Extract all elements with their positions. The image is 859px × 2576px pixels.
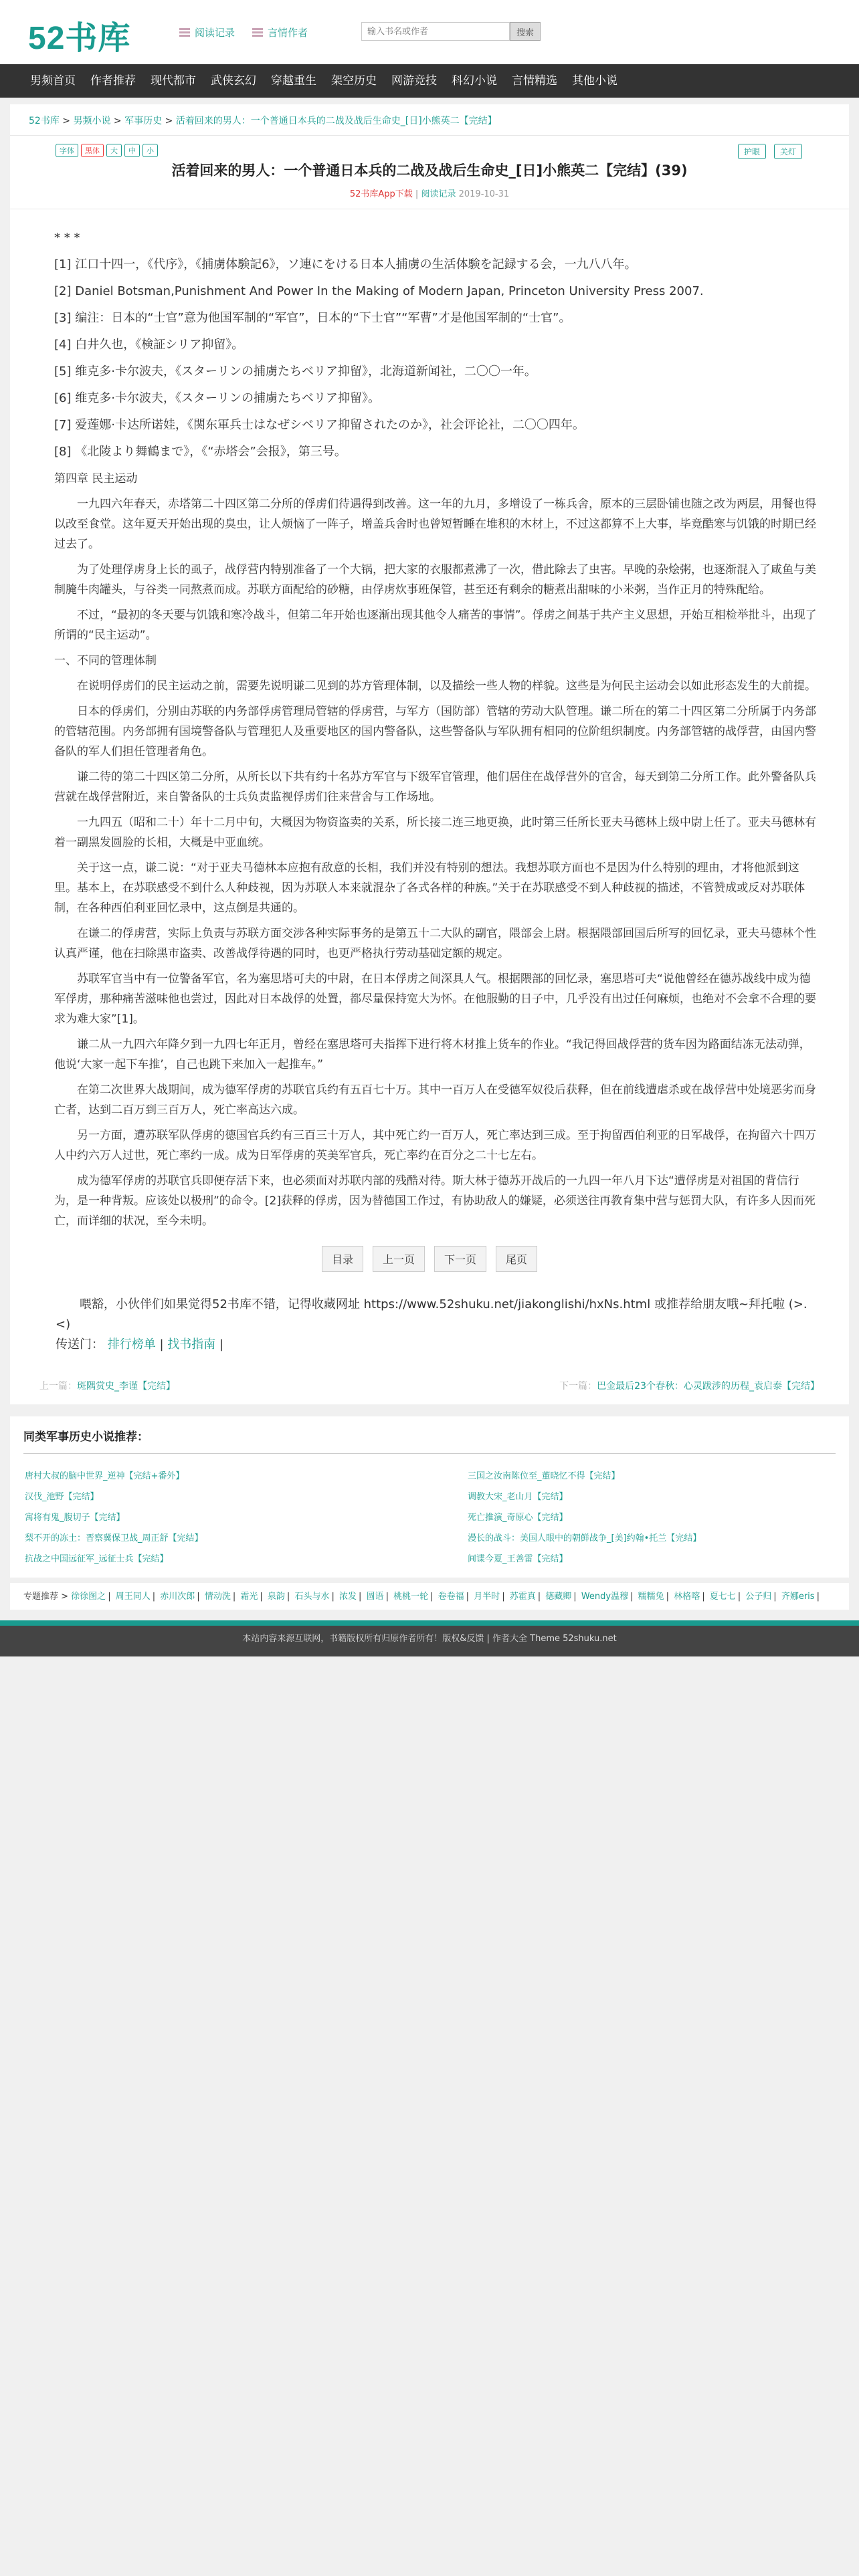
topic-sep: | (108, 1592, 111, 1602)
content-paragraph: 一九四六年春天，赤塔第二十四区第二分所的俘虏们待遇得到改善。这一年的九月，多增设了一栋兵舍，原本的三层卧铺也随之改为两层，用餐也得以改至食堂。这年夏天开始出现的臭虫，让人烦恼了一阵子，增盖兵舍时也曾短暂睡在堆积的木材上，不过这都算不上大事，毕竟酷寒与饥饿的时期已经过去了。 (54, 498, 816, 551)
nav-item[interactable]: 科幻小说 (452, 74, 497, 88)
portal-sep: | (159, 1337, 164, 1352)
eye-care-button[interactable]: 护眼 (738, 144, 766, 159)
nav-item[interactable]: 作者推荐 (90, 74, 136, 88)
topic-link[interactable]: 徐徐图之 (71, 1592, 106, 1602)
similar-book-link[interactable]: 漫长的战斗：美国人眼中的朝鲜战争_[美]约翰•托兰【完结】 (468, 1533, 702, 1543)
font-small-button[interactable]: 小 (142, 144, 158, 157)
prev-label: 上一篇： (39, 1381, 77, 1392)
romance-authors-label: 言情作者 (268, 27, 308, 39)
topic-sep: | (385, 1592, 389, 1602)
content-paragraph: 在谦二的俘虏营，实际上负责与苏联方面交涉各种实际事务的是第五十二大队的副官，隈部会上尉。根据隈部回国后所写的回忆录，亚夫马德林个性认真严谨，他在扫除黑市盗卖、改善战俘待遇的同时，也更严格执行劳动基础定额的规定。 (54, 927, 816, 960)
prev-page-button[interactable]: 上一页 (373, 1246, 425, 1272)
prev-next-articles (23, 1355, 836, 1392)
meta-sep: | (415, 189, 419, 199)
chapter-content (23, 209, 836, 1231)
topic-sep: | (573, 1592, 577, 1602)
topic-label: 专题推荐 > (23, 1592, 69, 1602)
guide-link[interactable]: 找书指南 (167, 1337, 216, 1352)
content-paragraph: 在第二次世界大战期间，成为德军俘虏的苏联官兵约有五百七十万。其中一百万人在受德军奴役后获释，但在前线遭虐杀或在战俘营中处境恶劣而身亡者，达到二百万到三百万人，死亡率高达六成。 (54, 1083, 816, 1117)
topic-link[interactable]: 赤川次郎 (160, 1592, 195, 1602)
similar-book-link[interactable]: 调教大宋_老山月【完结】 (468, 1492, 568, 1502)
similar-book-link[interactable]: 抗战之中国远征军_远征士兵【完结】 (25, 1554, 169, 1564)
prev-article-link[interactable]: 斑隅赏史_李谨【完结】 (77, 1381, 175, 1392)
last-page-button[interactable]: 尾页 (496, 1246, 537, 1272)
breadcrumb-sep: > (62, 116, 71, 126)
next-article (559, 1379, 820, 1392)
reader-tools (23, 136, 836, 165)
next-label: 下一篇： (559, 1381, 597, 1392)
topic-link[interactable]: 林格喀 (674, 1592, 700, 1602)
topic-link[interactable]: 情动洗 (204, 1592, 231, 1602)
topic-link[interactable]: 卷卷福 (438, 1592, 464, 1602)
content-paragraph: [7] 爱莲娜·卡达所诺娃，《関东軍兵士はなぜシベリア抑留されたのか》，社会评论社，二〇〇四年。 (54, 418, 585, 432)
similar-grid (23, 1469, 836, 1564)
nav-item[interactable]: 架空历史 (331, 74, 377, 88)
topic-sep: | (260, 1592, 263, 1602)
content-paragraph: * * * (54, 231, 80, 245)
list-icon (252, 28, 263, 37)
ranking-link[interactable]: 排行榜单 (107, 1337, 156, 1352)
nav-item[interactable]: 武侠玄幻 (211, 74, 256, 88)
topic-link[interactable]: 霜光 (240, 1592, 258, 1602)
topic-sep: | (537, 1592, 541, 1602)
topic-link[interactable]: 桃桃一轮 (393, 1592, 429, 1602)
similar-books (10, 1416, 849, 1578)
next-page-button[interactable]: 下一页 (434, 1246, 486, 1272)
content-paragraph: 一九四五（昭和二十）年十二月中旬，大概因为物资盗卖的关系，所长接二连三地更换，此时第三任所长亚夫马德林上级中尉上任了。亚夫马德林有着一副黑发圆脸的长相，大概是中亚血统。 (54, 816, 816, 849)
next-article-link[interactable]: 巴金最后23个春秋：心灵跋涉的历程_袁启泰【完结】 (597, 1381, 820, 1392)
content-paragraph: 日本的俘虏们，分别由苏联的内务部俘虏管理局管辖的俘虏营，与军方（国防部）管辖的劳动大队管理。谦二所在的第二十四区第二分所属于内务部的管辖范围。内务部拥有国境警备队与管理犯人及重要地区的国内警备队，这些警备队与军队拥有相同的位阶组织制度。内务部管辖的战俘营，由国内警备队的军人们担任管理者角色。 (54, 705, 816, 758)
content-paragraph: 关于这一点，谦二说：“对于亚夫马德林本应抱有敌意的长相，我们并没有特别的想法。我想苏联方面也不是因为什么特别的理由，才将他派到这里。基本上，在苏联感受不到什么人种歧视，因为苏联人本来就混杂了各式各样的种族。”关于在苏联感受不到人种歧视的描述，不管赞成或反对苏联体制，在各种西伯利亚回忆录中，这点倒是共通的。 (54, 861, 805, 915)
topic-sep: | (359, 1592, 362, 1602)
bookmark-tip (23, 1295, 836, 1355)
breadcrumb-sep: > (113, 116, 122, 126)
font-controls (56, 144, 158, 157)
content-paragraph: 另一方面，遭苏联军队俘虏的德国官兵约有三百三十万人，其中死亡约一百万人，死亡率达到三成。至于拘留西伯利亚的日军战俘，在拘留六十四万人中约六万人过世，死亡率约一成。成为日军俘虏的英美军官兵，死亡率约在百分之二十七左右。 (54, 1129, 816, 1162)
similar-book-link[interactable]: 唐村大叔的脑中世界_逆神【完结+番外】 (25, 1471, 185, 1481)
content-paragraph: [8] 《北陵より舞鶴まで》，《“赤塔会”会报》，第三号。 (54, 445, 347, 459)
topic-sep: | (232, 1592, 236, 1602)
content-paragraph: 第四章 民主运动 (54, 472, 138, 486)
main-nav (0, 64, 859, 98)
chapter-meta (10, 187, 849, 209)
topic-link[interactable]: 糯糯兔 (638, 1592, 664, 1602)
topic-link[interactable]: 夏七七 (709, 1592, 736, 1602)
breadcrumb-sep: > (165, 116, 173, 126)
content-paragraph: 谦二从一九四六年降夕到一九四七年正月，曾经在塞思塔可夫指挥下进行将木材推上货车的作业。“我记得回战俘营的货车因为路面结冻无法动弹，他说‘大家一起下车推’，自己也跳下来加入一起推车。” (54, 1038, 811, 1071)
site-logo[interactable]: 52书库 (28, 21, 131, 56)
topic-link[interactable]: Wendy温穆 (581, 1592, 629, 1602)
topic-sep: | (630, 1592, 634, 1602)
topic-sep: | (702, 1592, 705, 1602)
nav-item[interactable]: 网游竞技 (391, 74, 437, 88)
breadcrumb-book[interactable]: 活着回来的男人：一个普通日本兵的二战及战后生命史_[日]小熊英二【完结】 (175, 116, 497, 126)
content-paragraph: 不过，“最初的冬天要与饥饿和寒冷战斗，但第二年开始也逐渐出现其他令人痛苦的事情”。俘虏之间基于共产主义思想，开始互相检举批斗，出现了所谓的“民主运动”。 (54, 609, 817, 642)
topic-link[interactable]: 齐娜eris (781, 1592, 815, 1602)
topic-sep: | (331, 1592, 335, 1602)
similar-book-link[interactable]: 间谍今夏_王善雷【完结】 (468, 1554, 568, 1564)
topic-link[interactable]: 公子归 (745, 1592, 772, 1602)
nav-item[interactable]: 言情精选 (512, 74, 557, 88)
reading-record-link[interactable]: 阅读记录 (421, 189, 456, 199)
portal-line (56, 1335, 821, 1355)
topic-sep: | (152, 1592, 156, 1602)
nav-item[interactable]: 男频首页 (30, 74, 76, 88)
content-paragraph: 谦二待的第二十四区第二分所，从所长以下共有约十名苏方军官与下级军官管理，他们居住在战俘营外的官舍，每天到第二分所工作。此外警备队兵营就在战俘营附近，来自警备队的士兵负责监视俘虏们往来营舍与工作场地。 (54, 770, 816, 804)
content-paragraph: [3] 编注：日本的“士官”意为他国军制的“军官”，日本的“下士官”“军曹”才是他国军制的“士官”。 (54, 311, 571, 325)
topic-link[interactable]: 月半时 (474, 1592, 500, 1602)
topic-sep: | (502, 1592, 505, 1602)
topic-sep: | (737, 1592, 741, 1602)
nav-item[interactable]: 穿越重生 (271, 74, 316, 88)
topic-link[interactable]: 浓发 (339, 1592, 357, 1602)
topic-recommendations (10, 1583, 849, 1610)
topic-sep: | (773, 1592, 777, 1602)
topic-sep: | (197, 1592, 200, 1602)
breadcrumb-subcategory[interactable]: 军事历史 (124, 116, 163, 126)
font-heiti-button[interactable]: 黑体 (81, 144, 104, 157)
content-paragraph: [2] Daniel Botsman,Punishment And Power In the Making of Modern Japan, Princeton University Press 2007. (54, 284, 704, 298)
font-large-button[interactable]: 大 (106, 144, 122, 157)
topic-link[interactable]: 周王同人 (115, 1592, 151, 1602)
lights-off-button[interactable]: 关灯 (774, 144, 802, 159)
chapter-card (10, 104, 849, 1404)
similar-heading: 同类军事历史小说推荐： (23, 1427, 836, 1454)
pager (23, 1246, 836, 1272)
prev-article (39, 1379, 175, 1392)
similar-book-link[interactable]: 寓将有鬼_腹切子【完结】 (25, 1513, 125, 1523)
topic-link[interactable]: 德藏卿 (545, 1592, 572, 1602)
portal-prefix: 传送门： (56, 1337, 104, 1352)
content-paragraph: [6] 维克多·卡尔波夫，《スターリンの捕虜たちベリア抑留》。 (54, 391, 380, 405)
footer-accent-bar (0, 1620, 859, 1626)
topic-link[interactable]: 石头与水 (294, 1592, 330, 1602)
breadcrumb-home[interactable]: 52书库 (29, 116, 60, 126)
breadcrumb-category[interactable]: 男频小说 (73, 116, 111, 126)
search-bar (361, 22, 541, 41)
chapter-date: 2019-10-31 (458, 189, 510, 199)
similar-book-link[interactable]: 三国之汝南陈位至_董晓忆不得【完结】 (468, 1471, 620, 1481)
content-paragraph: 为了处理俘虏身上长的虱子，战俘营内特别准备了一个大锅，把大家的衣服都煮沸了一次，借此除去了虫害。早晚的杂烩粥，也逐渐混入了咸鱼与美制腌牛肉罐头，与谷类一同熬煮而成。苏联方面配给的砂糖，由俘虏炊事班保管，甚至还有剩余的糖煮出甜味的小米粥，当作正月的特殊配给。 (54, 563, 816, 597)
content-paragraph: 在说明俘虏们的民主运动之前，需要先说明谦二见到的苏方管理体制，以及描绘一些人物的样貌。这些是为何民主运动会以如此形态发生的大前提。 (77, 679, 816, 693)
content-paragraph: 苏联军官当中有一位警备军官，名为塞思塔可夫的中尉，在日本俘虏之间深具人气。根据隈部的回忆录，塞思塔可夫“说他曾经在德苏战线中成为德军俘虏，那种痛苦滋味他也尝过，因此对日本战俘的处置，都尽量保持宽大为怀。在他服勤的日子中，几乎没有出过任何麻烦，也绝对不会拿不合理的要求为难大家”[1]。 (54, 972, 816, 1026)
content-paragraph: 成为德军俘虏的苏联官兵即便存活下来，也必须面对苏联内部的残酷对待。斯大林于德苏开战后的一九四一年八月下达“遭俘虏是对祖国的背信行为，是一种背叛。应该处以极刑”的命令。[2]获释的俘虏，因为替德国工作过，有协助敌人的嫌疑，必须送往再教育集中营与惩罚大队，有许多人因而死亡，而详细的状况，至今未明。 (54, 1174, 816, 1228)
topic-sep: | (430, 1592, 434, 1602)
topic-link[interactable]: 苏霍真 (509, 1592, 536, 1602)
similar-book-link[interactable]: 梨不开的冻土：晋察冀保卫战_周正舒【完结】 (25, 1533, 203, 1543)
reading-record-label: 阅读记录 (195, 27, 235, 39)
nav-item[interactable]: 其他小说 (572, 74, 617, 88)
topic-sep: | (666, 1592, 670, 1602)
site-footer: 本站内容来源互联网，书籍版权所有归原作者所有！版权&反馈 | 作者大全 Theme 52shuku.net (0, 1626, 859, 1656)
font-family-button[interactable]: 字体 (56, 144, 78, 157)
toc-button[interactable]: 目录 (322, 1246, 363, 1272)
content-paragraph: [1] 江口十四一，《代序》，《捕虜体験記6》，ソ連にをける日本人捕虜の生活体験を記録する会，一九八八年。 (54, 257, 637, 272)
content-paragraph: 一、不同的管理体制 (54, 654, 157, 667)
view-controls (738, 144, 802, 159)
list-icon (179, 28, 190, 37)
similar-book-link[interactable]: 死亡推演_奇原心【完结】 (468, 1513, 568, 1523)
font-medium-button[interactable]: 中 (124, 144, 140, 157)
search-button[interactable]: 搜索 (510, 22, 541, 41)
topic-link[interactable]: 圆语 (366, 1592, 384, 1602)
breadcrumb (10, 104, 849, 136)
search-input[interactable] (361, 22, 510, 41)
nav-item[interactable]: 现代都市 (151, 74, 196, 88)
site-header (0, 0, 859, 64)
topic-sep: | (286, 1592, 290, 1602)
reading-record-link[interactable] (179, 25, 235, 39)
content-paragraph: [4] 白井久也，《検証シリア抑留》。 (54, 338, 244, 352)
topic-sep: | (816, 1592, 820, 1602)
topic-sep: | (466, 1592, 470, 1602)
bookmark-tip-text: 喂豁，小伙伴们如果觉得52书库不错，记得收藏网址 https://www.52shuku.net/jiakonglishi/hxNs.html 或推荐给朋友哦~拜托啦 (>.<) (56, 1297, 807, 1331)
portal-sep: | (219, 1337, 224, 1352)
romance-authors-link[interactable] (252, 25, 308, 39)
similar-book-link[interactable]: 汉伐_池野【完结】 (25, 1492, 99, 1502)
content-paragraph: [5] 维克多·卡尔波夫，《スターリンの捕虜たちベリア抑留》，北海道新闻社，二〇〇一年。 (54, 364, 537, 379)
app-download-link[interactable]: 52书库App下载 (349, 189, 413, 199)
topic-link[interactable]: 泉韵 (267, 1592, 285, 1602)
chapter-title: 活着回来的男人：一个普通日本兵的二战及战后生命史_[日]小熊英二【完结】(39) (171, 163, 688, 179)
header-links (179, 25, 308, 39)
